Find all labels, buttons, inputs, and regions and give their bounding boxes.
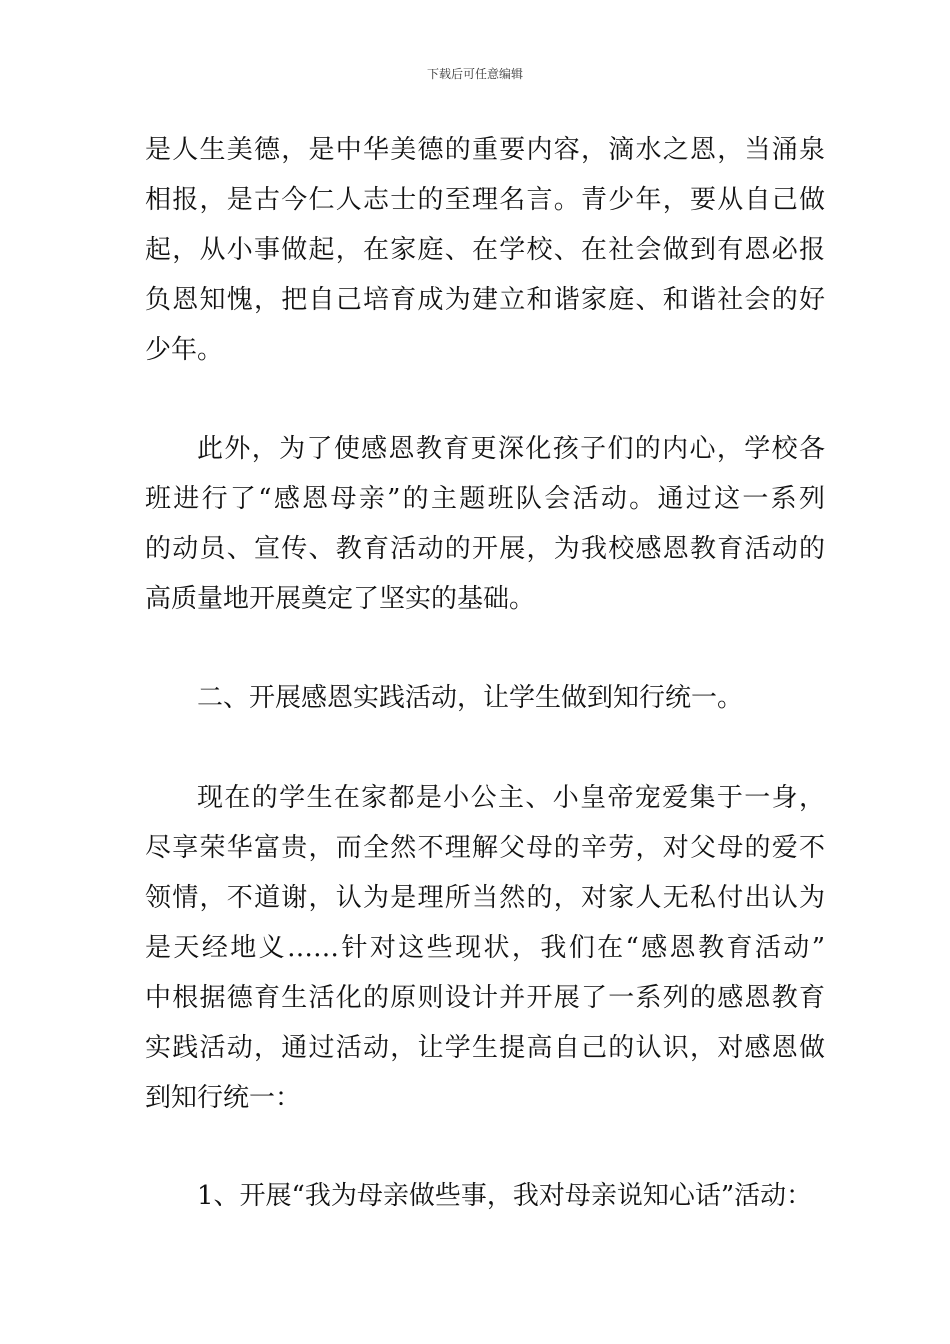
text-line: 实践活动，通过活动，让学生提高自己的认识，对感恩做: [145, 1033, 825, 1063]
text-line: 少年。: [145, 335, 224, 365]
text-line: 是人生美德，是中华美德的重要内容，滴水之恩，当涌泉: [145, 135, 825, 165]
text-line: 此外，为了使感恩教育更深化孩子们的内心，学校各: [197, 434, 825, 464]
list-item-text: 1、开展“我为母亲做些事，我对母亲说知心话”活动：: [197, 1181, 813, 1211]
text-line: 现在的学生在家都是小公主、小皇帝宠爱集于一身，: [197, 783, 825, 813]
text-line: 的动员、宣传、教育活动的开展，为我校感恩教育活动的: [145, 534, 825, 564]
paragraph-1: [145, 125, 825, 375]
paragraph-2: [145, 424, 825, 624]
text-line: 到知行统一：: [145, 1083, 302, 1113]
text-line: 班进行了“感恩母亲”的主题班队会活动。通过这一系列: [145, 484, 825, 514]
text-line: 起，从小事做起，在家庭、在学校、在社会做到有恩必报: [145, 235, 825, 265]
text-line: 尽享荣华富贵，而全然不理解父母的辛劳，对父母的爱不: [145, 833, 825, 863]
text-line: 相报，是古今仁人志士的至理名言。青少年，要从自己做: [145, 185, 825, 215]
text-line: 中根据德育生活化的原则设计并开展了一系列的感恩教育: [145, 983, 825, 1013]
section-heading-2: [145, 673, 825, 723]
text-line: 领情，不道谢，认为是理所当然的，对家人无私付出认为: [145, 883, 825, 913]
list-item-1: [145, 1171, 825, 1221]
page-header-note: 下载后可任意编辑: [426, 67, 523, 81]
paragraph-3: [145, 773, 825, 1123]
text-line: 是天经地义……针对这些现状，我们在“感恩教育活动”: [145, 933, 825, 963]
text-line: 负恩知愧，把自己培育成为建立和谐家庭、和谐社会的好: [145, 285, 825, 315]
section-heading-text: 二、开展感恩实践活动，让学生做到知行统一。: [197, 683, 744, 713]
text-line: 高质量地开展奠定了坚实的基础。: [145, 584, 536, 614]
